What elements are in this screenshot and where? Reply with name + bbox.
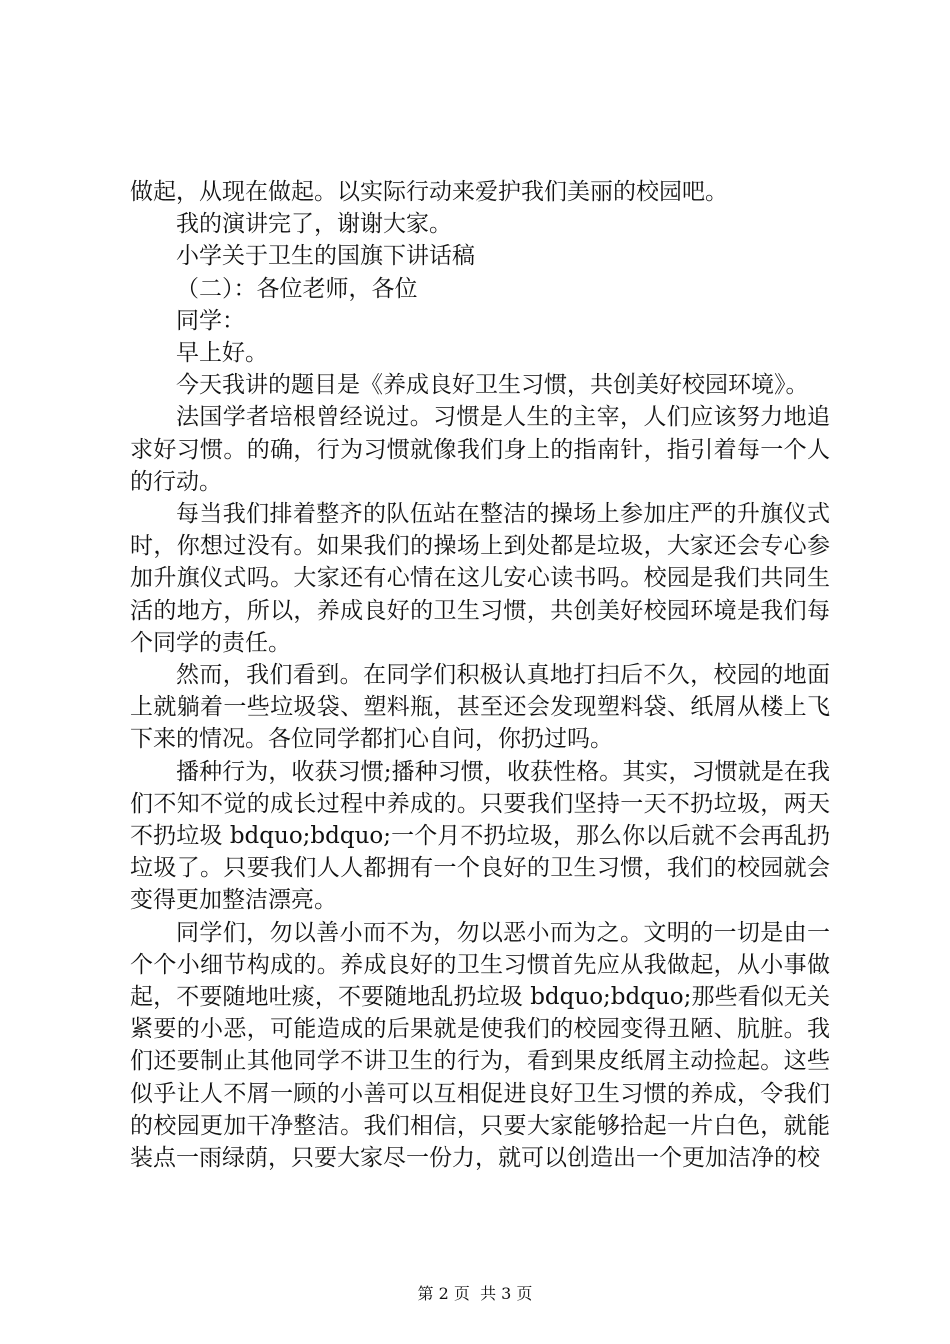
paragraph-8: 法国学者培根曾经说过。习惯是人生的主宰，人们应该努力地追求好习惯。的确，行为习惯就像我们身上的指南针，指引着每一个人的行动。 [130, 404, 830, 495]
paragraph-10: 然而，我们看到。在同学们积极认真地打扫后不久，校园的地面上就躺着一些垃圾袋、塑料瓶，甚至还会发现塑料袋、纸屑从楼上飞下来的情况。各位同学都扪心自问，你扔过吗。 [130, 662, 830, 753]
paragraph-4: （二）：各位老师，各位 [176, 275, 418, 302]
paragraph-11: 播种行为，收获习惯;播种习惯，收获性格。其实，习惯就是在我们不知不觉的成长过程中养成的。只要我们坚持一天不扔垃圾，两天不扔垃圾 bdquo;bdquo;一个月不扔垃圾，那么你以后就不会再乱扔垃圾了。只要我们人人都拥有一个良好的卫生习惯，我们的校园就会变得更加整洁漂亮。 [130, 758, 830, 914]
paragraph-12: 同学们，勿以善小而不为，勿以恶小而为之。文明的一切是由一个个小细节构成的。养成良好的卫生习惯首先应从我做起，从小事做起，不要随地吐痰，不要随地乱扔垃圾 bdquo;bdquo;那些看似无关紧要的小恶，可能造成的后果就是使我们的校园变得丑陋、肮脏。我们还要制止其他同学不讲卫生的行为，看到果皮纸屑主动捡起。这些似乎让人不屑一顾的小善可以互相促进良好卫生习惯的养成，令我们的校园更加干净整洁。我们相信，只要大家能够拾起一片白色，就能装点一雨绿荫，只要大家尽一份力，就可以创造出一个更加洁净的校 [130, 919, 830, 1172]
paragraph-2: 我的演讲完了，谢谢大家。 [176, 211, 452, 238]
paragraph-1: 做起，从现在做起。以实际行动来爱护我们美丽的校园吧。 [130, 179, 728, 205]
paragraph-6: 早上好。 [176, 340, 268, 367]
page-footer: 第 2 页 共 3 页 [417, 1284, 533, 1303]
paragraph-7: 今天我讲的题目是《养成良好卫生习惯，共创美好校园环境》。 [176, 372, 809, 399]
document-body [130, 176, 830, 1174]
paragraph-title: 小学关于卫生的国旗下讲话稿 [176, 243, 475, 270]
paragraph-9: 每当我们排着整齐的队伍站在整洁的操场上参加庄严的升旗仪式时，你想过没有。如果我们的操场上到处都是垃圾，大家还会专心参加升旗仪式吗。大家还有心情在这儿安心读书吗。校园是我们共同生活的地方，所以，养成良好的卫生习惯，共创美好校园环境是我们每个同学的责任。 [130, 501, 830, 656]
paragraph-5: 同学： [176, 307, 245, 334]
